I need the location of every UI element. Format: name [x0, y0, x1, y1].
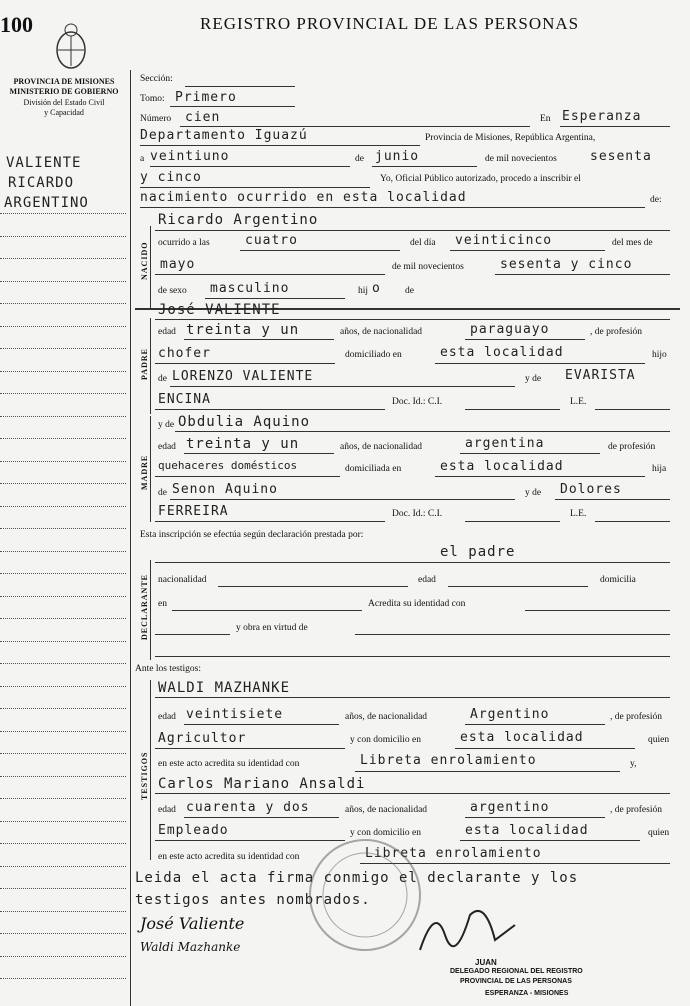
day-value: veintiuno	[150, 149, 230, 164]
testigo-2-name: Carlos Mariano Ansaldi	[158, 776, 366, 792]
padre-nac-label: años, de nacionalidad	[340, 327, 423, 337]
en-label: En	[540, 114, 551, 124]
officer-signature-icon	[415, 895, 525, 965]
padre-madre-de: EVARISTA	[565, 368, 636, 383]
padre-padre-de: LORENZO VALIENTE	[172, 369, 314, 384]
page-title: REGISTRO PROVINCIAL DE LAS PERSONAS	[200, 14, 580, 33]
province-label: PROVINCIA DE MISIONES	[13, 77, 115, 86]
oficial-text: Yo, Oficial Público autorizado, procedo a inscribir el	[380, 174, 581, 184]
hijo-label: hij	[358, 286, 369, 296]
stamp-line-1: DELEGADO REGIONAL DEL REGISTRO	[450, 968, 583, 975]
declarante-acredita-label: Acredita su identidad con	[368, 599, 466, 609]
ocurrido-label: ocurrido a las	[158, 238, 210, 248]
officer-name: JUAN	[475, 958, 497, 967]
padre-dom-label: domiciliado en	[345, 350, 402, 360]
testigo-1-quien: quien	[648, 735, 670, 745]
sexo-label: de sexo	[158, 286, 187, 296]
stamp-line-3: ESPERANZA - MISIONES	[485, 990, 569, 997]
madre-edad-value: treinta y un	[186, 436, 300, 452]
closing-line-2: testigos antes nombrados.	[135, 892, 371, 908]
madre-nac-label: años, de nacionalidad	[340, 442, 423, 452]
testigo-2-prof-label: , de profesión	[610, 805, 662, 815]
madre-doc-label: Doc. Id.: C.I.	[392, 509, 443, 519]
division-label-2: y Capacidad	[44, 108, 84, 117]
anio-label: de mil novecientos	[392, 262, 464, 272]
year-value-1: sesenta	[590, 149, 652, 164]
testigo-1-doc: Libreta enrolamiento	[360, 753, 537, 768]
testigo-1-edad-label: edad	[158, 712, 176, 722]
testigo-1-nac: Argentino	[470, 707, 550, 722]
testigo-1-y: y,	[630, 759, 637, 769]
mes-value: mayo	[160, 257, 196, 272]
tomo-value: Primero	[175, 90, 237, 105]
testigo-2-dom: esta localidad	[465, 823, 589, 838]
padre-nac-value: paraguayo	[470, 322, 550, 337]
de-2-label: de:	[650, 195, 662, 205]
madre-y-de-label: y de	[158, 420, 175, 430]
padre-name: José VALIENTE	[158, 302, 281, 318]
margin-name-1: RICARDO	[8, 175, 75, 191]
testigo-2-doc: Libreta enrolamiento	[365, 846, 542, 861]
testigo-2-prof: Empleado	[158, 823, 229, 838]
dia-value: veinticinco	[455, 233, 553, 248]
stamp-line-2: PROVINCIAL DE LAS PERSONAS	[460, 978, 572, 985]
testigo-1-name: WALDI MAZHANKE	[158, 680, 291, 696]
hora-value: cuatro	[245, 233, 298, 248]
padre-le-label: L.E.	[570, 397, 587, 407]
declarante-value: el padre	[440, 544, 516, 560]
provincia-text: Provincia de Misiones, República Argentina,	[425, 133, 596, 143]
testigo-2-dom-label: y con domicilio en	[350, 828, 421, 838]
testigo-2-nac: argentino	[470, 800, 550, 815]
madre-hija-label: hija	[652, 464, 667, 474]
madre-de-label: de	[158, 488, 167, 498]
testigos-side-label: TESTIGOS	[140, 751, 149, 800]
testigo-1-dom-label: y con domicilio en	[350, 735, 421, 745]
madre-dom-label: domiciliada en	[345, 464, 402, 474]
coat-of-arms-icon	[52, 22, 90, 72]
declarante-dom-label: domicilia	[600, 575, 636, 585]
padre-hijo-label: hijo	[652, 350, 667, 360]
testigo-2-edad: cuarenta y dos	[186, 800, 310, 815]
madre-le-label: L.E.	[570, 509, 587, 519]
testigo-1-prof: Agricultor	[158, 731, 247, 746]
official-seal-icon	[300, 830, 430, 960]
padre-y-de-label: y de	[525, 374, 542, 384]
declarante-side-label: DECLARANTE	[140, 573, 149, 640]
testigos-intro: Ante los testigos:	[135, 664, 201, 674]
madre-madre-de: Dolores	[560, 482, 622, 497]
madre-padre-de: Senon Aquino	[172, 482, 278, 497]
signature-testigo: Waldi Mazhanke	[140, 940, 241, 954]
testigo-1-edad: veintisiete	[186, 707, 284, 722]
testigo-1-acredita-label: en este acto acredita su identidad con	[158, 759, 300, 769]
place-value: Esperanza	[562, 109, 642, 124]
year-text: de mil novecientos	[485, 154, 557, 164]
madre-prof-label: de profesión	[608, 442, 656, 452]
declarante-en-label: en	[158, 599, 167, 609]
padre-edad-value: treinta y un	[186, 322, 300, 338]
month-value: junio	[375, 149, 420, 164]
madre-y-de-label-2: y de	[525, 488, 542, 498]
testigo-2-nac-label: años, de nacionalidad	[345, 805, 428, 815]
dia-label: del día	[410, 238, 436, 248]
padre-prof-label: , de profesión	[590, 327, 642, 337]
closing-line-1: Leida el acta firma conmigo el declarante y los	[135, 870, 579, 886]
padre-prof-value: chofer	[158, 346, 211, 361]
nacido-name: Ricardo Argentino	[158, 212, 319, 228]
madre-dom-value: esta localidad	[440, 459, 564, 474]
padre-dom-value: esta localidad	[440, 345, 564, 360]
testigo-1-nac-label: años, de nacionalidad	[345, 712, 428, 722]
seccion-label: Sección:	[140, 74, 173, 84]
madre-name: Obdulia Aquino	[178, 414, 311, 430]
numero-value: cien	[185, 110, 221, 125]
padre-madre-de-2: ENCINA	[158, 392, 211, 407]
margin-surname: VALIENTE	[6, 155, 82, 171]
madre-nac-value: argentina	[465, 436, 545, 451]
tomo-label: Tomo:	[140, 94, 165, 104]
acto-value: nacimiento ocurrido en esta localidad	[140, 190, 467, 205]
anio-value: sesenta y cinco	[500, 257, 633, 272]
folio-number: 100	[0, 12, 33, 37]
nacido-de-label: de	[405, 286, 414, 296]
ministry-label: MINISTERIO DE GOBIERNO	[9, 87, 119, 96]
testigo-2-quien: quien	[648, 828, 670, 838]
padre-edad-label: edad	[158, 327, 176, 337]
division-label: División del Estado Civil	[23, 98, 105, 107]
nacido-side-label: NACIDO	[140, 241, 149, 280]
mes-label: del mes de	[612, 238, 653, 248]
declarante-obra-label: y obra en virtud de	[236, 623, 308, 633]
margin-name-2: ARGENTINO	[4, 195, 89, 211]
departamento-value: Departamento Iguazú	[140, 128, 308, 143]
hijo-suffix: o	[372, 281, 381, 296]
testigo-1-dom: esta localidad	[460, 730, 584, 745]
year-value-2: y cinco	[140, 170, 202, 185]
padre-side-label: PADRE	[140, 348, 149, 380]
madre-side-label: MADRE	[140, 454, 149, 490]
testigo-2-acredita-label: en este acto acredita su identidad con	[158, 852, 300, 862]
declarante-nac-label: nacionalidad	[158, 575, 207, 585]
de-label: de	[355, 154, 364, 164]
madre-edad-label: edad	[158, 442, 176, 452]
padre-doc-label: Doc. Id.: C.I.	[392, 397, 443, 407]
padre-de-label: de	[158, 374, 167, 384]
sexo-value: masculino	[210, 281, 290, 296]
a-label: a	[140, 154, 145, 164]
signature-declarante: José Valiente	[140, 914, 245, 933]
madre-prof-value: quehaceres domésticos	[158, 459, 298, 472]
declarante-edad-label: edad	[418, 575, 436, 585]
testigo-2-edad-label: edad	[158, 805, 176, 815]
testigo-1-prof-label: , de profesión	[610, 712, 662, 722]
madre-madre-de-2: FERREIRA	[158, 504, 229, 519]
declarante-intro: Esta inscripción se efectúa según declaración prestada por:	[140, 530, 364, 540]
numero-label: Número	[140, 114, 172, 124]
